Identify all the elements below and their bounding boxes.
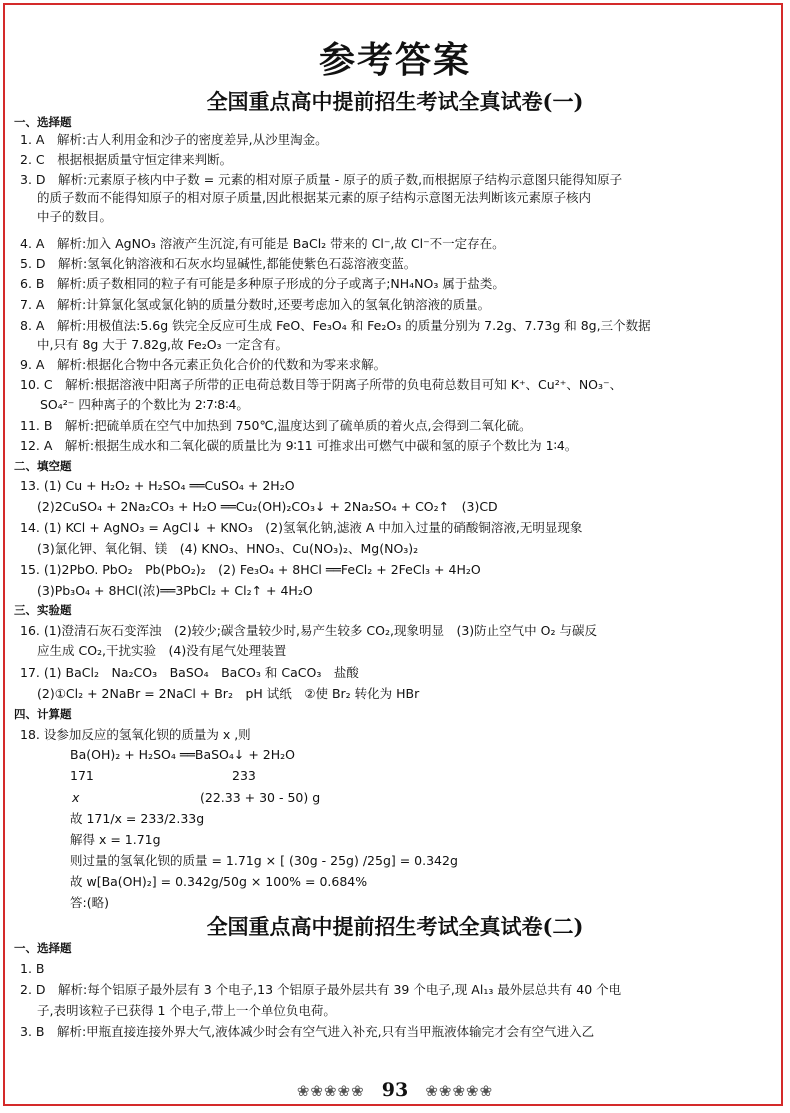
answer-line: SO₄²⁻ 四种离子的个数比为 2∶7∶8∶4。 bbox=[40, 397, 249, 412]
section-choice: 一、选择题 bbox=[14, 115, 72, 129]
answer-line: 17. (1) BaCl₂ Na₂CO₃ BaSO₄ BaCO₃ 和 CaCO₃ 盐酸 bbox=[20, 665, 359, 680]
answer-line: (3)氯化钾、氧化铜、镁 (4) KNO₃、HNO₃、Cu(NO₃)₂、Mg(NO₃)₂ bbox=[37, 541, 419, 556]
answer-line: 6. B 解析:质子数相同的粒子有可能是多种原子形成的分子或离子;NH₄NO₃ 属于盐类。 bbox=[20, 276, 505, 291]
section-fill: 二、填空题 bbox=[14, 459, 72, 473]
answer-line: 答:(略) bbox=[70, 895, 109, 910]
answer-line: 2. C 根据根据质量守恒定律来判断。 bbox=[20, 152, 233, 167]
answer-line: 8. A 解析:用极值法:5.6g 铁完全反应可生成 FeO、Fe₃O₄ 和 Fe₂O₃ 的质量分别为 7.2g、7.73g 和 8g,三个数据 bbox=[20, 318, 651, 333]
flower-ornament-icon: ❀❀❀❀❀ bbox=[296, 1082, 365, 1100]
flower-ornament-icon: ❀❀❀❀❀ bbox=[425, 1082, 494, 1100]
answer-line: 故 171/x = 233/2.33g bbox=[70, 811, 205, 826]
answer-line: 11. B 解析:把硫单质在空气中加热到 750℃,温度达到了硫单质的着火点,会得到二氧化硫。 bbox=[20, 418, 532, 433]
answer-line: (3)Pb₃O₄ + 8HCl(浓)══3PbCl₂ + Cl₂↑ + 4H₂O bbox=[37, 583, 313, 598]
answer-line: 则过量的氢氧化钡的质量 = 1.71g × [ (30g - 25g) /25g] = 0.342g bbox=[70, 853, 458, 868]
answer-line: Ba(OH)₂ + H₂SO₄ ══BaSO₄↓ + 2H₂O bbox=[70, 747, 295, 762]
answer-line: 9. A 解析:根据化合物中各元素正负化合价的代数和为零来求解。 bbox=[20, 357, 387, 372]
answer-line: 16. (1)澄清石灰石变浑浊 (2)较少;碳含量较少时,易产生较多 CO₂,现象明显 (3)防止空气中 O₂ 与碳反 bbox=[20, 623, 597, 638]
answer-line: x bbox=[72, 790, 80, 805]
answer-line: 12. A 解析:根据生成水和二氧化碳的质量比为 9∶11 可推求出可燃气中碳和氢的原子个数比为 1∶4。 bbox=[20, 438, 578, 453]
answer-line: 13. (1) Cu + H₂O₂ + H₂SO₄ ══CuSO₄ + 2H₂O bbox=[20, 478, 295, 493]
answer-line: 1. A 解析:古人利用金和沙子的密度差异,从沙里淘金。 bbox=[20, 132, 328, 147]
answer-line: 1. B bbox=[20, 961, 45, 976]
answer-line: 应生成 CO₂,干扰实验 (4)没有尾气处理装置 bbox=[37, 643, 287, 658]
answer-line: 中子的数目。 bbox=[37, 209, 113, 224]
answer-line: 3. B 解析:甲瓶直接连接外界大气,液体减少时会有空气进入补充,只有当甲瓶液体输完才会有空气进入乙 bbox=[20, 1024, 595, 1039]
section-choice: 一、选择题 bbox=[14, 941, 72, 955]
answer-line: 171 bbox=[70, 768, 94, 783]
answer-line: (2)①Cl₂ + 2NaBr = 2NaCl + Br₂ pH 试纸 ②使 Br₂ 转化为 HBr bbox=[37, 686, 420, 701]
answer-line: 18. 设参加反应的氢氧化钡的质量为 x ,则 bbox=[20, 727, 251, 742]
answer-line: 3. D 解析:元素原子核内中子数 = 元素的相对原子质量 - 原子的质子数,而根据原子结构示意图只能得知原子 bbox=[20, 172, 623, 187]
page-footer bbox=[0, 1079, 790, 1101]
answer-line: 4. A 解析:加入 AgNO₃ 溶液产生沉淀,有可能是 BaCl₂ 带来的 Cl⁻,故 Cl⁻不一定存在。 bbox=[20, 236, 505, 251]
page-number: 93 bbox=[381, 1079, 409, 1101]
answer-line: 7. A 解析:计算氯化氢或氯化钠的质量分数时,还要考虑加入的氢氧化钠溶液的质量。 bbox=[20, 297, 491, 312]
answer-line: 中,只有 8g 大于 7.82g,故 Fe₂O₃ 一定含有。 bbox=[37, 337, 289, 352]
answer-line: (22.33 + 30 - 50) g bbox=[200, 790, 321, 805]
answer-line: (2)2CuSO₄ + 2Na₂CO₃ + H₂O ══Cu₂(OH)₂CO₃↓ + 2Na₂SO₄ + CO₂↑ (3)CD bbox=[37, 499, 498, 514]
answer-line: 子,表明该粒子已获得 1 个电子,带上一个单位负电荷。 bbox=[37, 1003, 336, 1018]
exam2-title: 全国重点高中提前招生考试全真试卷(二) bbox=[206, 914, 584, 939]
answer-line: 10. C 解析:根据溶液中阳离子所带的正电荷总数目等于阴离子所带的负电荷总数目可知 K⁺、Cu²⁺、NO₃⁻、 bbox=[20, 377, 623, 392]
answer-line: 15. (1)2PbO. PbO₂ Pb(PbO₂)₂ (2) Fe₃O₄ + 8HCl ══FeCl₂ + 2FeCl₃ + 4H₂O bbox=[20, 562, 481, 577]
exam1-title: 全国重点高中提前招生考试全真试卷(一) bbox=[206, 89, 584, 114]
answer-line: 解得 x = 1.71g bbox=[70, 832, 161, 847]
answer-line: 故 w[Ba(OH)₂] = 0.342g/50g × 100% = 0.684% bbox=[70, 874, 368, 889]
answer-line: 的质子数而不能得知原子的相对原子质量,因此根据某元素的原子结构示意图无法判断该元素原子核内 bbox=[37, 190, 591, 205]
section-experiment: 三、实验题 bbox=[14, 603, 72, 617]
answer-line: 2. D 解析:每个铝原子最外层有 3 个电子,13 个铝原子最外层共有 39 个电子,现 Al₁₃ 最外层总共有 40 个电 bbox=[20, 982, 622, 997]
answer-line: 5. D 解析:氢氧化钠溶液和石灰水均显碱性,都能使紫色石蕊溶液变蓝。 bbox=[20, 256, 417, 271]
section-calculation: 四、计算题 bbox=[14, 707, 72, 721]
answer-line: 233 bbox=[232, 768, 256, 783]
page-title: 参考答案 bbox=[318, 39, 471, 81]
answer-line: 14. (1) KCl + AgNO₃ = AgCl↓ + KNO₃ (2)氢氧化钠,滤液 A 中加入过量的硝酸铜溶液,无明显现象 bbox=[20, 520, 583, 535]
